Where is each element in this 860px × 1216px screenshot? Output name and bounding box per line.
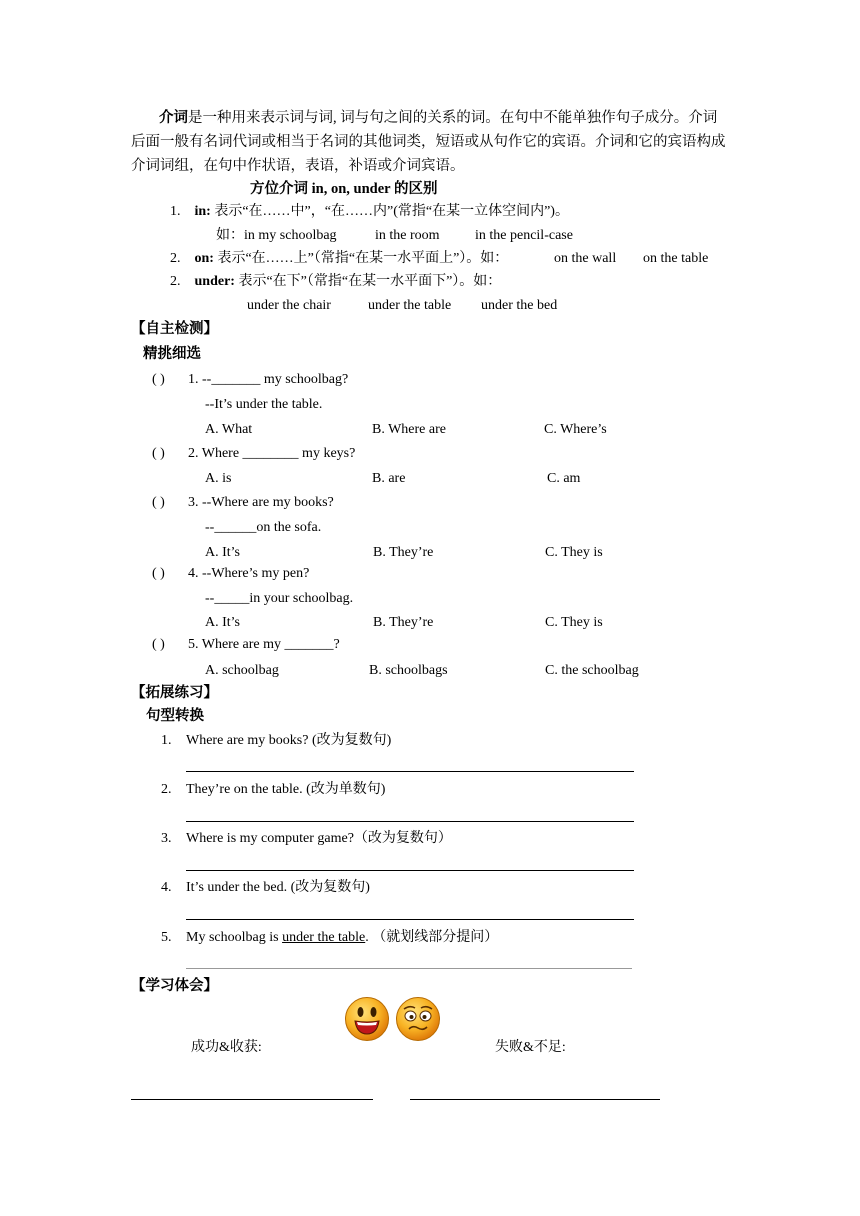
item-number: 5. — [161, 930, 172, 945]
rule-under: 2. under: 表示“在下”（常指“在某一水平面下”）。如： — [170, 274, 502, 289]
question-paren[interactable]: ( ) — [152, 372, 165, 387]
failure-answer-line[interactable] — [410, 1099, 660, 1100]
question-stem: 1. --_______ my schoolbag? — [188, 372, 349, 387]
question-paren[interactable]: ( ) — [152, 637, 165, 652]
question-stem: 2. Where ________ my keys? — [188, 446, 356, 461]
answer-line[interactable] — [186, 968, 632, 969]
option-b: B. are — [372, 471, 406, 486]
happy-face-icon — [344, 996, 390, 1042]
rule-in: 1. in: 表示“在……中”，“在……内”(常指“在某一立体空间内”)。 — [170, 204, 569, 219]
question-line2: --It’s under the table. — [205, 397, 323, 412]
option-a: A. It’s — [205, 615, 240, 630]
self-check-subheading: 精挑细选 — [143, 346, 201, 362]
self-check-heading: 【自主检测】 — [131, 321, 218, 337]
section-title: 方位介词 in, on, under 的区别 — [250, 181, 438, 197]
item-text: Where are my books? (改为复数句) — [186, 733, 392, 748]
success-answer-line[interactable] — [131, 1099, 373, 1100]
option-c: C. the schoolbag — [545, 663, 639, 678]
option-b: B. They’re — [373, 545, 434, 560]
worried-face-icon — [395, 996, 441, 1042]
rule-on: 2. on: 表示“在……上”（常指“在某一水平面上”）。如： — [170, 251, 509, 266]
underlined-phrase: under the table — [282, 930, 366, 945]
intro-term: 介词 — [159, 110, 188, 126]
option-b: B. Where are — [372, 422, 446, 437]
option-b: B. schoolbags — [369, 663, 448, 678]
rule-under-example-2: under the table — [368, 298, 452, 313]
success-label: 成功&收获: — [191, 1040, 262, 1055]
rule-in-example-3: in the pencil-case — [475, 228, 573, 243]
answer-line[interactable] — [186, 870, 634, 871]
question-paren[interactable]: ( ) — [152, 495, 165, 510]
failure-label: 失败&不足: — [495, 1040, 566, 1055]
intro-paragraph — [131, 106, 731, 178]
item-number: 1. — [161, 733, 172, 748]
option-c: C. am — [547, 471, 581, 486]
rule-in-example-2: in the room — [375, 228, 440, 243]
extension-heading: 【拓展练习】 — [131, 685, 218, 701]
option-c: C. Where’s — [544, 422, 607, 437]
rule-in-example-prefix: 如： — [216, 228, 244, 243]
reflection-heading: 【学习体会】 — [131, 978, 218, 994]
item-text: My schoolbag is under the table. （就划线部分提问） — [186, 930, 499, 945]
rule-under-example-1: under the chair — [247, 298, 331, 313]
item-number: 4. — [161, 880, 172, 895]
intro-text: 是一种用来表示词与词, 词与句之间的关系的词。在句中不能单独作句子成分。介词后面一般有名词代词或相当于名词的其他词类，短语或从句作它的宾语。介词和它的宾语构成介词词组，在句中作状语，表语，补语或介词宾语。 — [131, 110, 726, 174]
option-c: C. They is — [545, 545, 603, 560]
question-paren[interactable]: ( ) — [152, 566, 165, 581]
item-text: Where is my computer game?（改为复数句） — [186, 831, 452, 846]
answer-line[interactable] — [186, 771, 634, 772]
option-b: B. They’re — [373, 615, 434, 630]
item-text: They’re on the table. (改为单数句) — [186, 782, 386, 797]
option-a: A. is — [205, 471, 232, 486]
option-a: A. schoolbag — [205, 663, 279, 678]
question-stem: 5. Where are my _______? — [188, 637, 340, 652]
item-number: 2. — [161, 782, 172, 797]
option-c: C. They is — [545, 615, 603, 630]
rule-on-example-2: on the table — [643, 251, 709, 266]
answer-line[interactable] — [186, 919, 634, 920]
item-number: 3. — [161, 831, 172, 846]
item-text: It’s under the bed. (改为复数句) — [186, 880, 370, 895]
option-a: A. It’s — [205, 545, 240, 560]
option-a: A. What — [205, 422, 253, 437]
question-paren[interactable]: ( ) — [152, 446, 165, 461]
rule-in-example-1: in my schoolbag — [244, 228, 337, 243]
answer-line[interactable] — [186, 821, 634, 822]
question-line2: --______on the sofa. — [205, 520, 322, 535]
question-stem: 4. --Where’s my pen? — [188, 566, 310, 581]
rule-on-example-1: on the wall — [554, 251, 617, 266]
question-stem: 3. --Where are my books? — [188, 495, 334, 510]
question-line2: --_____in your schoolbag. — [205, 591, 354, 606]
rule-under-example-3: under the bed — [481, 298, 558, 313]
extension-subheading: 句型转换 — [146, 708, 204, 724]
